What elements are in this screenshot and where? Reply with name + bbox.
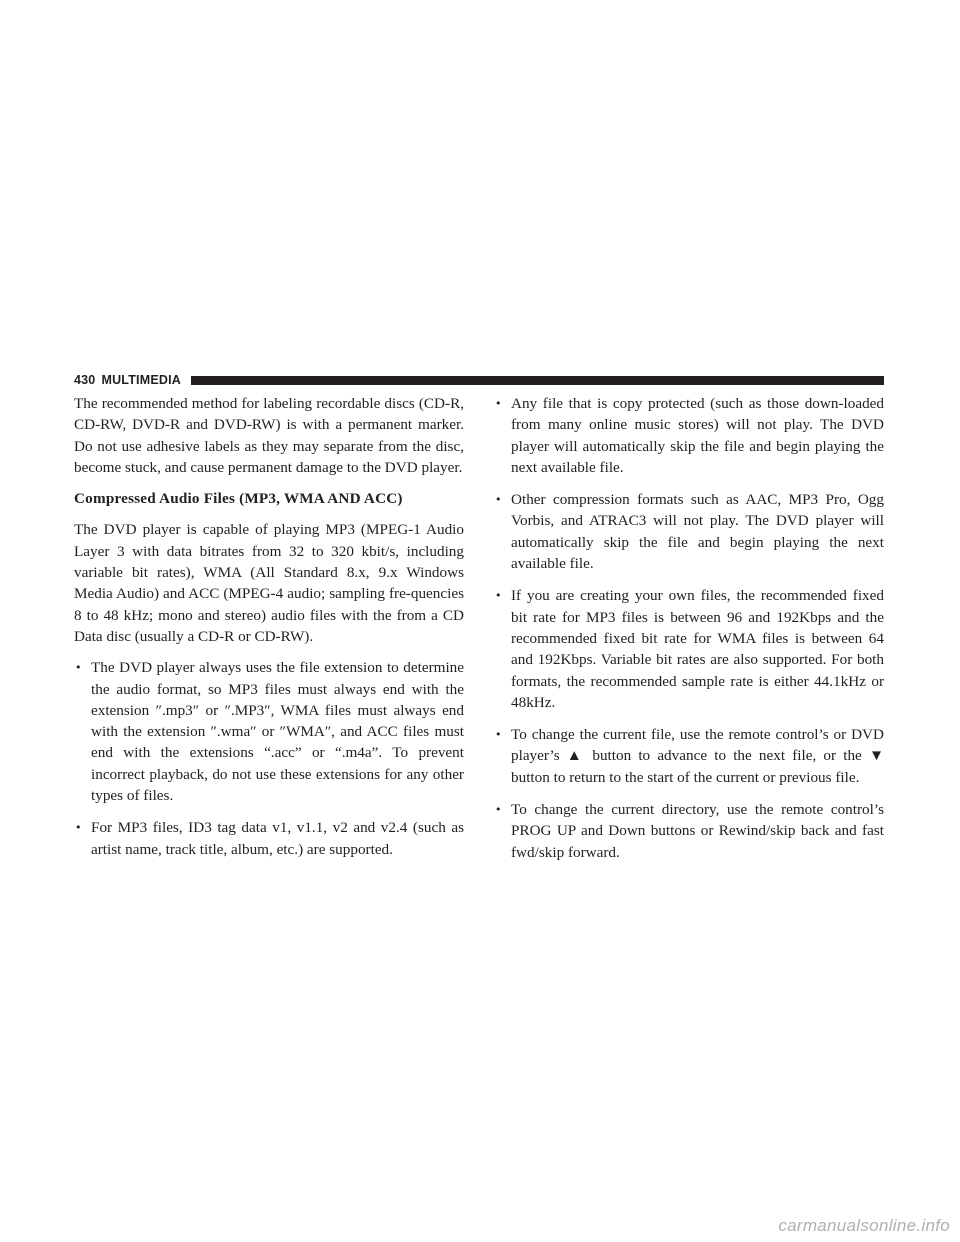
- bullet-icon: •: [495, 728, 502, 742]
- page-header: [74, 369, 884, 391]
- left-bullet-list: [74, 657, 464, 860]
- list-item: • Other compression formats such as AAC, MP3 Pro, Ogg Vorbis, and ATRAC3 will not play. The DVD player will automatically skip the file and begin playing the next available file.: [495, 491, 884, 573]
- bullet-icon: •: [495, 493, 502, 507]
- right-bullet-list: [494, 393, 884, 863]
- watermark: carmanualsonline.info: [778, 1216, 950, 1235]
- list-item: • The DVD player always uses the file extension to determine the audio format, so MP3 files must always end with the extension ″.mp3″ or ″.MP3″, WMA files must always end with the extension ″.wma″ or ″WMA″, and ACC files must end with the extensions “.acc” or “.m4a”. To prevent incorrect playback, do not use these extensions for any other types of files.: [75, 659, 464, 805]
- bullet-icon: •: [495, 397, 502, 410]
- subheading: Compressed Audio Files (MP3, WMA AND ACC): [74, 490, 403, 508]
- intro-paragraph: The recommended method for labeling recordable discs (CD-R, CD-RW, DVD-R and DVD-RW) is with a permanent marker. Do not use adhesive labels as they may separate from the disc, become stuck, and cause permanent damage to the DVD player.: [74, 395, 464, 476]
- page-number: 430: [74, 373, 96, 387]
- list-item: • If you are creating your own files, the recommended fixed bit rate for MP3 files is between 96 and 192Kbps and the recommended fixed bit rate for WMA files is between 64 and 192Kbps. Variable bit rates are also supported. For both formats, the recommended sample rate is either 44.1kHz or 48kHz.: [495, 587, 884, 711]
- right-column: [494, 393, 884, 874]
- list-item: • To change the current file, use the remote control’s or DVD player’s ▲ button to advance to the next file, or the ▼ button to return to the start of the current or previous file.: [495, 726, 884, 786]
- section-title: MULTIMEDIA: [101, 373, 182, 387]
- bullet-icon: •: [75, 821, 82, 835]
- left-column: [74, 393, 464, 871]
- list-item: • To change the current directory, use the remote control’s PROG UP and Down buttons or Rewind/skip back and fast fwd/skip forward.: [495, 801, 884, 861]
- bullet-icon: •: [495, 589, 502, 603]
- body-paragraph: The DVD player is capable of playing MP3 (MPEG-1 Audio Layer 3 with data bitrates from 32 to 320 kbit/s, including variable bit rates), WMA (All Standard 8.x, 9.x Windows Media Audio) and ACC (MPEG-4 audio; sampling fre-quencies 8 to 48 kHz; mono and stereo) audio files with the from a CD Data disc (usually a CD-R or CD-RW).: [74, 521, 464, 645]
- list-item: • Any file that is copy protected (such as those down-loaded from many online music stores) will not play. The DVD player will automatically skip the file and begin playing the next available file.: [495, 395, 884, 476]
- bullet-icon: •: [75, 661, 82, 675]
- header-rule: [191, 376, 884, 385]
- bullet-icon: •: [495, 803, 502, 817]
- list-item: • For MP3 files, ID3 tag data v1, v1.1, v2 and v2.4 (such as artist name, track title, album, etc.) are supported.: [75, 819, 464, 858]
